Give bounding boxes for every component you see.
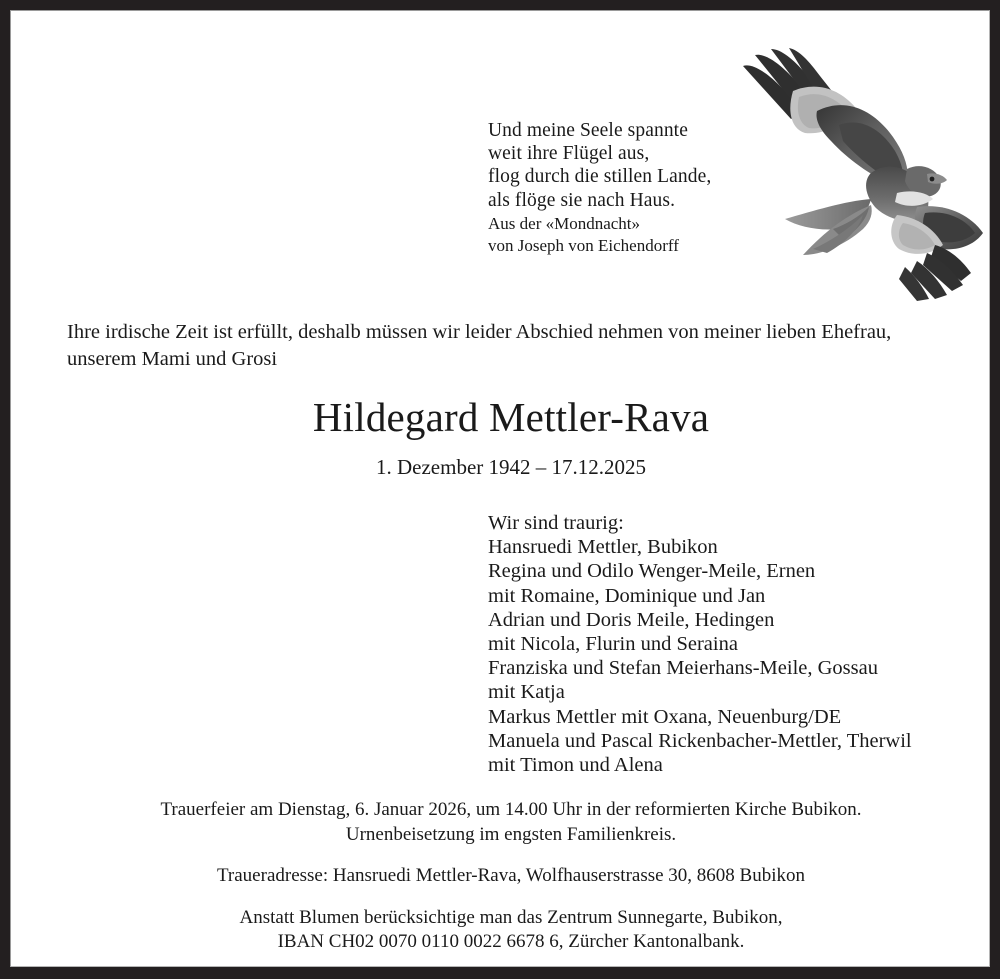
poem-verse-line: weit ihre Flügel aus, [488,143,650,165]
mourner-line: mit Timon und Alena [488,754,663,777]
mourner-line: Markus Mettler mit Oxana, Neuenburg/DE [488,705,842,728]
deceased-name: Hildegard Mettler-Rava [312,394,710,440]
poem-author: von Joseph von Eichendorff [488,236,679,256]
bird-tail [785,199,872,255]
funeral-service-info [11,798,990,847]
mourner-line: mit Nicola, Flurin und Seraina [488,633,738,656]
poem-source-title: Aus der «Mondnacht» [488,213,641,233]
service-line: Trauerfeier am Dienstag, 6. Januar 2026, um 14.00 Uhr in der reformierten Kirche Bubikon. [160,799,862,820]
donation-iban: IBAN CH02 0070 0110 0022 6678 6, Zürcher Kantonalbank. [277,931,745,952]
donation-info [11,906,990,955]
mourner-line: Adrian und Doris Meile, Hedingen [488,608,775,631]
address-line: Traueradresse: Hansruedi Mettler-Rava, Wolfhauserstrasse 30, 8608 Bubikon [216,865,806,886]
poem-block [488,119,748,258]
mourners-heading: Wir sind traurig: [488,512,624,534]
poem-verse-line: Und meine Seele spannte [488,120,688,141]
condolence-address [11,864,990,889]
mourner-line: Hansruedi Mettler, Bubikon [488,536,718,559]
service-line: Urnenbeisetzung im engsten Familienkreis. [345,823,677,845]
footer-block [11,798,990,955]
deceased-dates: 1. Dezember 1942 – 17.12.2025 [375,455,647,479]
mourner-line: Franziska und Stefan Meierhans-Meile, Gossau [488,657,878,680]
mourner-line: Regina und Odilo Wenger-Meile, Ernen [488,560,816,583]
poem-verse-line: als flöge sie nach Haus. [488,189,676,211]
mourners-block [488,511,988,777]
mourner-line: mit Katja [488,681,565,704]
mourner-line: mit Romaine, Dominique und Jan [488,584,766,607]
intro-line: Ihre irdische Zeit ist erfüllt, deshalb müssen wir leider Abschied nehmen von meiner lieben Ehefrau, [67,321,892,343]
intro-line: unserem Mami und Grosi [67,348,278,370]
bird-lower-wing [891,206,983,301]
notice-paper [10,10,990,967]
poem-verse-line: flog durch die stillen Lande, [488,166,712,188]
red-kite-bird-photo [721,33,989,301]
donation-line: Anstatt Blumen berücksichtige man das Zentrum Sunnegarte, Bubikon, [239,906,783,928]
intro-text [67,319,967,373]
mourner-line: Manuela und Pascal Rickenbacher-Mettler, Therwil [488,729,912,752]
